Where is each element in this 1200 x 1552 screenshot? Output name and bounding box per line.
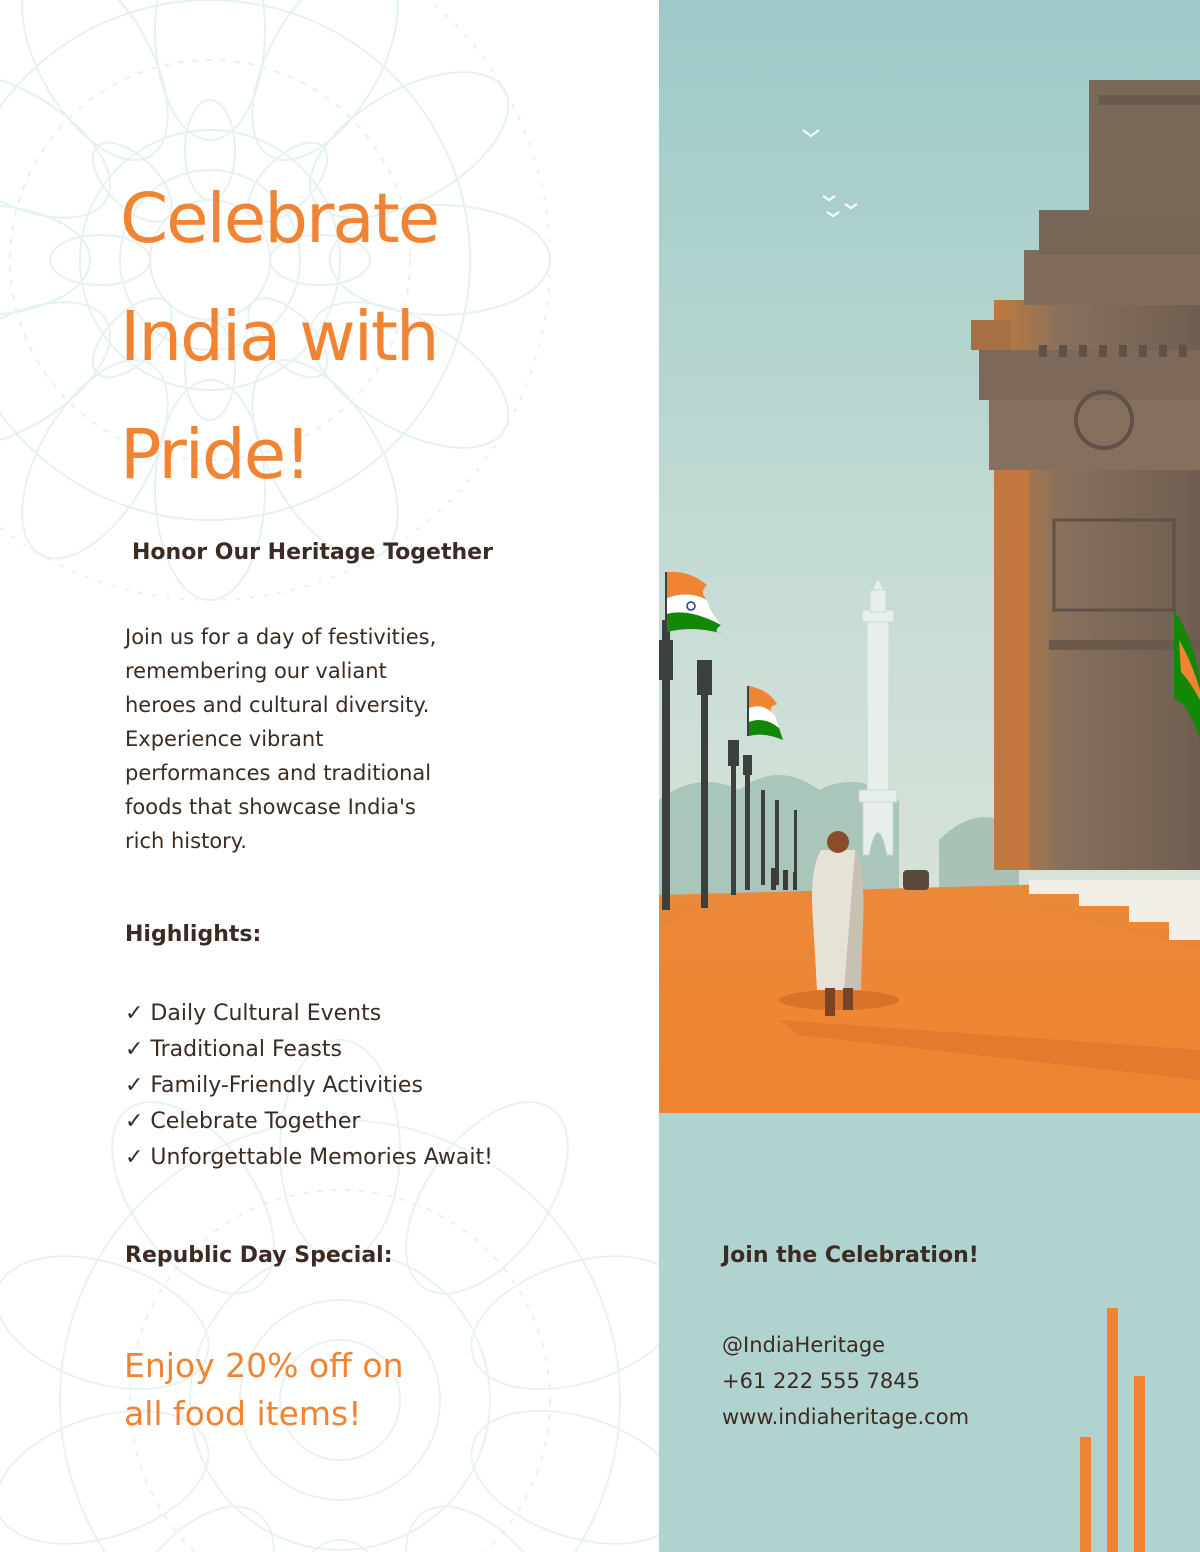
phone-number[interactable]: +61 222 555 7845 — [722, 1369, 920, 1393]
intro-paragraph — [125, 620, 565, 858]
offer-text — [124, 1342, 574, 1438]
highlight-item: ✓ Daily Cultural Events — [125, 1001, 382, 1026]
decorative-bar — [1107, 1308, 1118, 1552]
intro-line: Experience vibrant — [125, 727, 324, 751]
headline-line: India with — [120, 297, 438, 377]
highlights-title: Highlights: — [125, 922, 262, 947]
special-title: Republic Day Special: — [125, 1243, 393, 1268]
decorative-bar — [1080, 1437, 1091, 1552]
social-handle[interactable]: @IndiaHeritage — [722, 1333, 886, 1357]
headline — [120, 160, 640, 514]
website-link[interactable]: www.indiaheritage.com — [722, 1405, 970, 1429]
offer-line: all food items! — [124, 1394, 362, 1433]
contact-info — [722, 1327, 969, 1435]
decorative-bar — [1134, 1376, 1145, 1552]
highlight-item: ✓ Celebrate Together — [125, 1109, 361, 1134]
highlight-item: ✓ Traditional Feasts — [125, 1037, 342, 1062]
join-title: Join the Celebration! — [722, 1243, 979, 1268]
highlight-item: ✓ Unforgettable Memories Await! — [125, 1145, 493, 1170]
headline-line: Pride! — [120, 415, 310, 495]
intro-line: rich history. — [125, 829, 247, 853]
right-panel — [659, 0, 1200, 1552]
intro-line: remembering our valiant — [125, 659, 387, 683]
intro-line: foods that showcase India's — [125, 795, 416, 819]
offer-line: Enjoy 20% off on — [124, 1346, 404, 1385]
highlights-list — [125, 996, 493, 1176]
intro-line: heroes and cultural diversity. — [125, 693, 430, 717]
headline-line: Celebrate — [120, 179, 439, 259]
subtitle: Honor Our Heritage Together — [132, 540, 493, 565]
india-gate-illustration — [659, 0, 1200, 1113]
highlight-item: ✓ Family-Friendly Activities — [125, 1073, 423, 1098]
intro-line: Join us for a day of festivities, — [125, 625, 437, 649]
intro-line: performances and traditional — [125, 761, 432, 785]
